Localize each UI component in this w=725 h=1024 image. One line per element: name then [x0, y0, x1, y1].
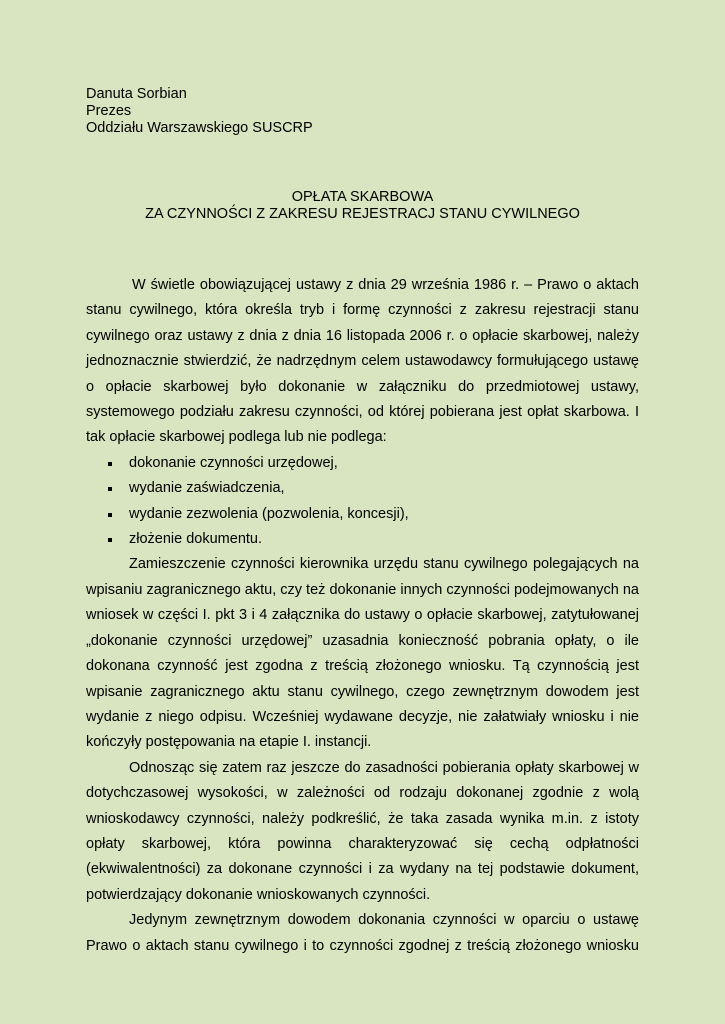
bullet-item	[86, 527, 639, 552]
bullet-icon	[108, 487, 112, 491]
sender-organization: Oddziału Warszawskiego SUSCRP	[86, 120, 313, 136]
bullet-item	[86, 502, 639, 527]
title-line-2: ZA CZYNNOŚCI Z ZAKRESU REJESTRACJ STANU CYWILNEGO	[145, 206, 580, 222]
bullet-icon	[108, 513, 112, 517]
paragraph-3: Odnosząc się zatem raz jeszcze do zasadności pobierania opłaty skarbowej w dotychczasowej wysokości, w zależności od rodzaju dokonanej zgodnie z wolą wnioskodawcy czynności, należy podkreślić, że taka zasada wynika m.in. z istoty opłaty skarbowej, która powinna charakteryzować się cechą odpłatności (ekwiwalentności) za dokonane czynności i za wydany na tej podstawie dokument, potwierdzający dokonanie wnioskowanych czynności.	[86, 759, 639, 903]
paragraph-1: W świetle obowiązującej ustawy z dnia 29 września 1986 r. – Prawo o aktach stanu cywilnego, która określa tryb i formę czynności z zakresu rejestracji stanu cywilnego oraz ustawy z dnia z dnia 16 listopada 2006 r. o opłacie skarbowej, należy jednoznacznie stwierdzić, że nadrzędnym celem ustawodawcy formułującego ustawę o opłacie skarbowej było dokonanie w załączniku do przedmiotowej ustawy, systemowego podziału zakresu czynności, od której pobierana jest opłat skarbowa. I tak opłacie skarbowej podlega lub nie podlega:	[86, 277, 639, 446]
bullet-icon	[108, 538, 112, 542]
bullet-text: dokonanie czynności urzędowej,	[129, 454, 338, 471]
bullet-list	[86, 451, 639, 553]
bullet-text: wydanie zezwolenia (pozwolenia, koncesji),	[129, 505, 409, 522]
sender-role: Prezes	[86, 103, 132, 119]
document-body	[86, 273, 639, 959]
paragraph-4: Jedynym zewnętrznym dowodem dokonania czynności w oparciu o ustawę Prawo o aktach stanu cywilnego i to czynności zgodnej z treścią złożonego wniosku	[86, 912, 639, 954]
title-line-1: OPŁATA SKARBOWA	[291, 189, 434, 205]
bullet-icon	[108, 462, 112, 466]
bullet-text: wydanie zaświadczenia,	[129, 480, 285, 497]
bullet-text: złożenie dokumentu.	[129, 531, 262, 548]
bullet-item	[86, 451, 639, 476]
sender-block	[86, 86, 639, 137]
sender-name: Danuta Sorbian	[86, 86, 187, 102]
paragraph-2: Zamieszczenie czynności kierownika urzędu stanu cywilnego polegających na wpisaniu zagranicznego aktu, czy też dokonanie innych czynności podejmowanych na wniosek w części I. pkt 3 i 4 załącznika do ustawy o opłacie skarbowej, zatytułowanej „dokonanie czynności urzędowej” uzasadnia konieczność pobrania opłaty, o ile dokonana czynność jest zgodna z treścią złożonego wniosku. Tą czynnością jest wpisanie zagranicznego aktu stanu cywilnego, czego zewnętrznym dowodem jest wydanie z niego odpisu. Wcześniej wydawane decyzje, nie załatwiały wniosku i nie kończyły postępowania na etapie I. instancji.	[86, 556, 639, 751]
document-title	[86, 189, 639, 223]
bullet-item	[86, 476, 639, 501]
